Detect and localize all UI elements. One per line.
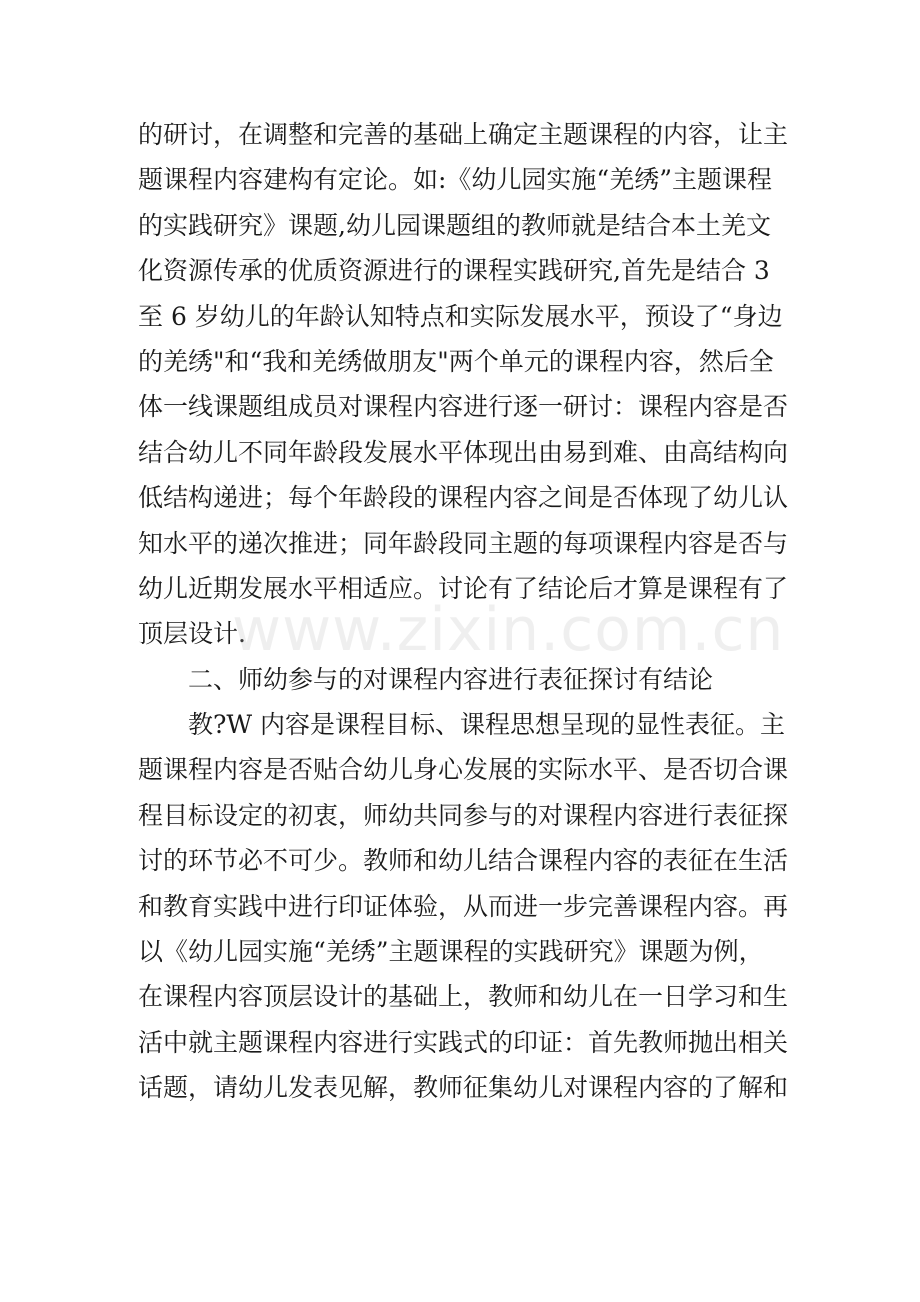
document-body (138, 112, 788, 1111)
paragraph-line: 程目标设定的初衷，师幼共同参与的对课程内容进行表征探 (138, 800, 789, 830)
paragraph-line: 教?W 内容是课程目标、课程思想呈现的显性表征。主 (188, 710, 786, 740)
paragraph-line: 结合幼儿不同年龄段发展水平体现出由易到难、由高结构向 (138, 437, 789, 467)
paragraph-line: 题课程内容建构有定论。如:《幼儿园实施“羌绣”主题课程 (138, 165, 772, 195)
watermark: www.zixin.com.cn (232, 595, 785, 665)
paragraph-line: 幼儿近期发展水平相适应。讨论有了结论后才算是课程有了 (138, 573, 789, 603)
paragraph-line: 的研讨，在调整和完善的基础上确定主题课程的内容，让主 (138, 120, 789, 149)
paragraph-line: 活中就主题课程内容进行实践式的印证：首先教师抛出相关 (138, 1027, 789, 1057)
paragraph-line: 讨的环节必不可少。教师和幼儿结合课程内容的表征在生活 (138, 846, 789, 876)
section-heading: 二、师幼参与的对课程内容进行表征探讨有结论 (188, 664, 714, 694)
paragraph-line: 的羌绣"和“我和羌绣做朋友"两个单元的课程内容，然后全 (138, 346, 774, 376)
paragraph-line: 至 6 岁幼儿的年龄认知特点和实际发展水平，预设了“身边 (138, 301, 783, 331)
paragraph-line: 在课程内容顶层设计的基础上，教师和幼儿在一日学习和生 (138, 982, 789, 1012)
paragraph-line: 以《幼儿园实施“羌绣”主题课程的实践研究》课题为例， (138, 937, 764, 967)
paragraph-line: 体一线课题组成员对课程内容进行逐一研讨：课程内容是否 (138, 392, 789, 422)
paragraph-line: 顶层设计. (138, 619, 246, 649)
paragraph-line: 低结构递进；每个年龄段的课程内容之间是否体现了幼儿认 (138, 483, 789, 513)
paragraph-line: 的实践研究》课题,幼儿园课题组的教师就是结合本土羌文 (138, 210, 771, 240)
paragraph-line: 题课程内容是否贴合幼儿身心发展的实际水平、是否切合课 (138, 755, 789, 785)
paragraph-line: 化资源传承的优质资源进行的课程实践研究,首先是结合 3 (138, 256, 770, 286)
paragraph-line: 和教育实践中进行印证体验，从而进一步完善课程内容。再 (138, 891, 789, 921)
paragraph-line: 知水平的递次推进；同年龄段同主题的每项课程内容是否与 (138, 528, 789, 558)
paragraph-line: 话题，请幼儿发表见解，教师征集幼儿对课程内容的了解和 (138, 1073, 789, 1103)
